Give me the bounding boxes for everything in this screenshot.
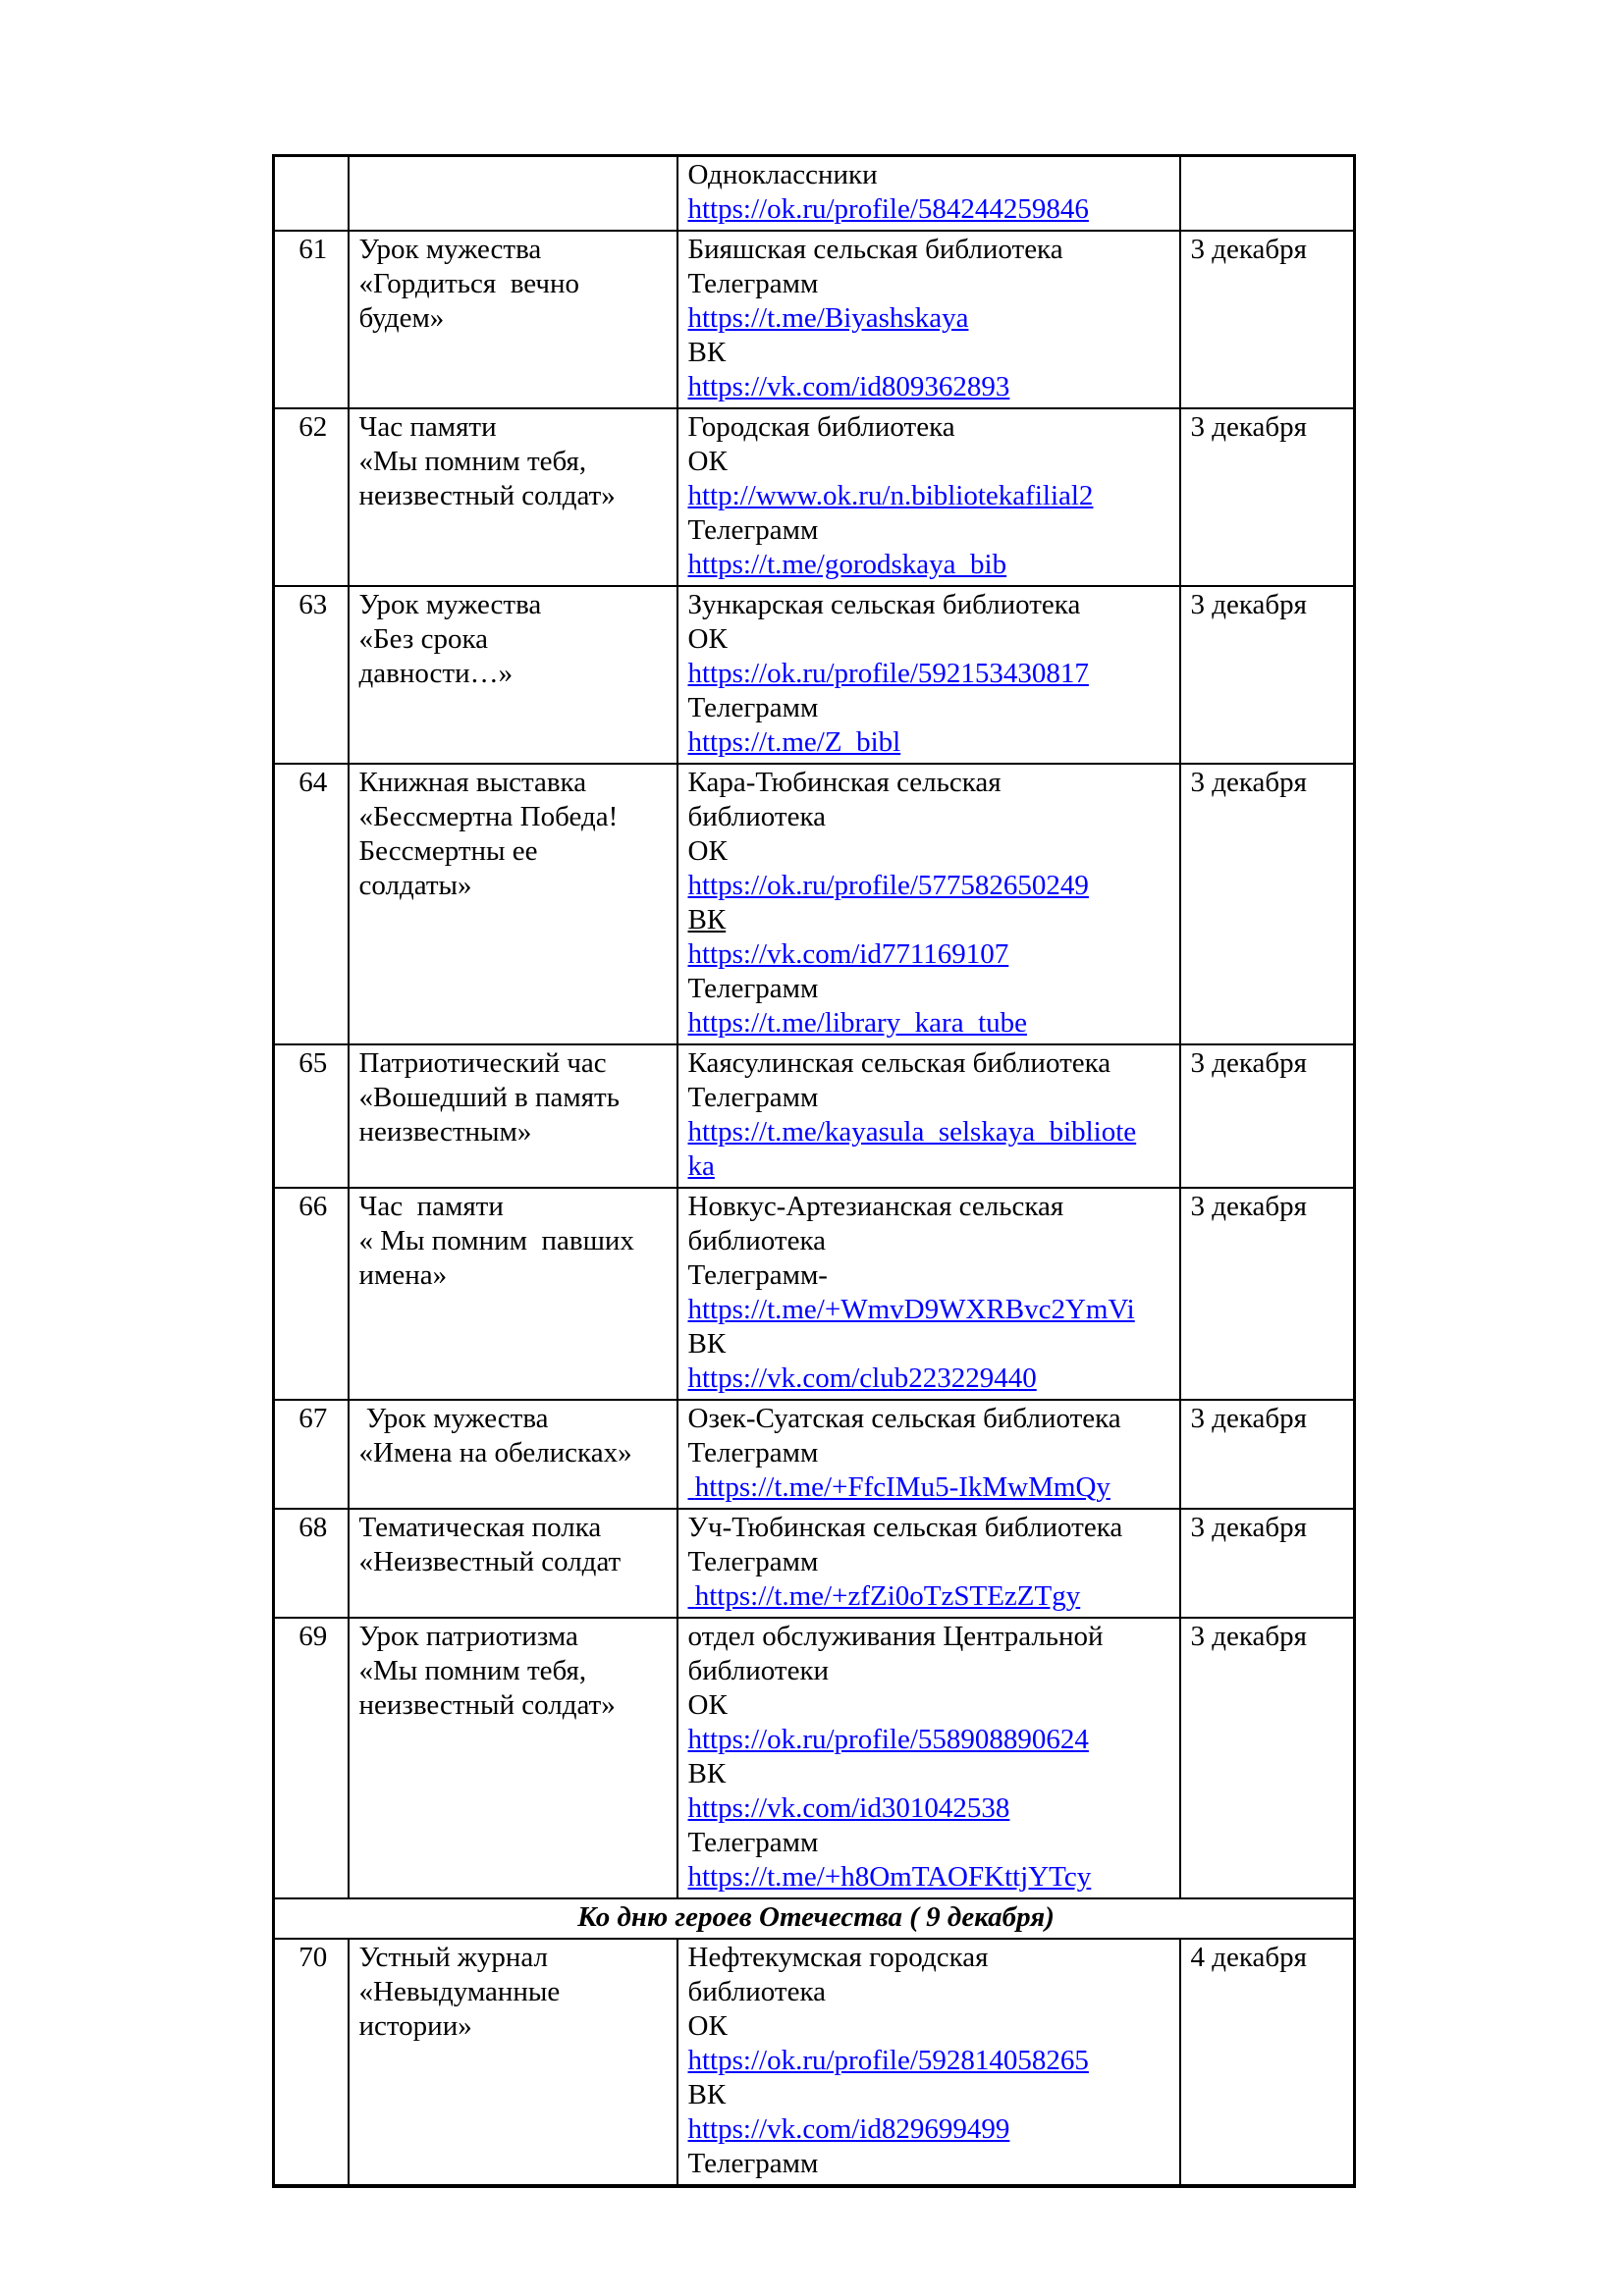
event-title-line: «Мы помним тебя, [358,1655,587,1686]
library-link[interactable]: https://t.me/+WmvD9WXRBvc2YmVi [687,1294,1135,1325]
date-cell: 3 декабря [1180,231,1355,408]
library-links-cell [677,156,1180,232]
event-title-line: Урок патриотизма [358,1621,578,1652]
event-title-line: «Имена на обелисках» [358,1437,632,1468]
library-link[interactable]: https://ok.ru/profile/584244259846 [687,193,1089,225]
library-link[interactable]: https://ok.ru/profile/592814058265 [687,2045,1089,2076]
library-text: библиотека [687,1225,826,1256]
link-line [688,192,1173,227]
library-text: Озек-Суатская сельская библиотека [687,1403,1121,1434]
row-number-cell: 69 [274,1618,349,1898]
row-number-cell: 61 [274,231,349,408]
library-text-line [688,1436,1173,1470]
library-text: Зункарская сельская библиотека [687,589,1081,620]
library-link[interactable]: https://vk.com/id829699499 [687,2113,1010,2145]
event-title-line: «Гордиться вечно [358,268,579,299]
library-text: библиотека [687,801,826,832]
library-text: ВК [687,1328,727,1360]
link-line [688,1470,1173,1505]
library-text-line [688,1688,1173,1723]
library-text: ВК [687,904,727,935]
library-text: Телеграмм [687,973,819,1004]
events-table-body [274,156,1355,2187]
date-cell: 3 декабря [1180,408,1355,586]
date-cell: 4 декабря [1180,1939,1355,2186]
link-line [688,657,1173,691]
library-link[interactable]: https://vk.com/id301042538 [687,1792,1010,1824]
event-title-cell [349,1188,677,1400]
library-text: Бияшская сельская библиотека [687,234,1063,265]
row-number-cell: 62 [274,408,349,586]
event-title-line: Урок мужества [358,589,542,620]
library-text: Телеграмм [687,514,819,546]
library-links-cell [677,1044,1180,1188]
library-text-line [688,1190,1173,1224]
section-header: Ко дню героев Отечества ( 9 декабря) [274,1898,1355,1939]
event-title-line: Час памяти [358,411,497,443]
event-title-line: истории» [358,2010,472,2042]
table-row [274,1044,1355,1188]
library-text: Кара-Тюбинская сельская [687,767,1001,798]
library-text-line [688,1757,1173,1791]
library-text: ОК [687,1689,728,1721]
library-link[interactable]: https://t.me/gorodskaya_bib [687,549,1007,580]
library-text: ВК [687,2079,727,2110]
table-row [274,586,1355,764]
event-title-line: Урок мужества [358,234,542,265]
library-text-line [688,1081,1173,1115]
library-text: Телеграмм [687,1546,819,1577]
link-line [688,1293,1173,1327]
library-text: ОК [687,835,728,867]
link-line [688,1579,1173,1614]
table-row [274,1188,1355,1400]
library-link[interactable]: https://t.me/+h8OmTAOFKttjYTcy [687,1861,1092,1893]
event-title-cell [349,156,677,232]
library-text-line [688,1545,1173,1579]
date-cell [1180,156,1355,232]
row-number-cell: 65 [274,1044,349,1188]
event-title-line: Час памяти [358,1191,504,1222]
link-line [688,1723,1173,1757]
library-text: Городская библиотека [687,411,955,443]
link-line [688,869,1173,903]
library-text-line [688,1941,1173,1975]
library-text-line [688,445,1173,479]
library-text-line [688,1654,1173,1688]
library-text-line [688,766,1173,800]
library-text-line [688,2078,1173,2112]
link-line [688,1149,1173,1184]
event-title-line: неизвестным» [358,1116,532,1148]
link-line [688,1006,1173,1041]
library-text: отдел обслуживания Центральной [687,1621,1104,1652]
link-line [688,1860,1173,1895]
event-title-line: «Без срока [358,623,488,655]
library-link[interactable]: https://t.me/Biyashskaya [687,302,969,334]
library-link[interactable]: https://ok.ru/profile/558908890624 [687,1724,1089,1755]
link-line [688,1115,1173,1149]
library-link[interactable]: https://t.me/Z_bibl [687,726,901,758]
link-line [688,1791,1173,1826]
library-text-line [688,1046,1173,1081]
link-line [688,725,1173,760]
library-text: Телеграмм [687,1082,819,1113]
library-text-line [688,972,1173,1006]
library-text: Телеграмм [687,1827,819,1858]
event-title-line: неизвестный солдат» [358,1689,616,1721]
library-text-line [688,1224,1173,1258]
event-title-line: «Вошедший в память [358,1082,620,1113]
date-cell: 3 декабря [1180,764,1355,1044]
library-text: ОК [687,623,728,655]
library-links-cell [677,231,1180,408]
event-title-line: Тематическая полка [358,1512,602,1543]
library-text-line [688,1402,1173,1436]
library-text: ВК [687,1758,727,1789]
event-title-cell [349,1044,677,1188]
library-text-line [688,1975,1173,2009]
library-link[interactable]: https://ok.ru/profile/577582650249 [687,870,1089,901]
library-text: Новкус-Артезианская сельская [687,1191,1064,1222]
library-text: Телеграмм [687,1437,819,1468]
link-line [688,370,1173,404]
event-title-cell [349,1400,677,1509]
event-title-line: Бессмертны ее [358,835,538,867]
row-number-cell: 70 [274,1939,349,2186]
library-text: библиотеки [687,1655,830,1686]
event-title-line: Патриотический час [358,1047,607,1079]
library-text-line [688,622,1173,657]
date-cell: 3 декабря [1180,1188,1355,1400]
library-text-line [688,2009,1173,2044]
event-title-cell [349,1509,677,1618]
library-text-line [688,410,1173,445]
event-title-cell [349,408,677,586]
event-title-line: «Мы помним тебя, [358,446,587,477]
library-text-line [688,800,1173,834]
row-number-cell [274,156,349,232]
library-text-line [688,903,1173,937]
library-link[interactable]: http://www.ok.ru/n.bibliotekafilial2 [687,480,1094,511]
library-text-line [688,834,1173,869]
library-link[interactable]: https://t.me/+zfZi0oTzSTEzZTgy [687,1580,1081,1612]
table-row [274,156,1355,232]
row-number-cell: 67 [274,1400,349,1509]
library-text-line [688,2147,1173,2181]
library-text-line [688,1620,1173,1654]
library-text: Телеграмм- [687,1259,828,1291]
library-text-line [688,691,1173,725]
link-line [688,301,1173,336]
event-title-line: Урок мужества [358,1403,549,1434]
library-text: Телеграмм [687,268,819,299]
table-row [274,1618,1355,1898]
event-title-line: будем» [358,302,445,334]
library-links-cell [677,1188,1180,1400]
library-text-line [688,513,1173,548]
library-text: Каясулинская сельская библиотека [687,1047,1111,1079]
library-text-line [688,1258,1173,1293]
link-line [688,1362,1173,1396]
library-text-line [688,1511,1173,1545]
event-title-line: «Невыдуманные [358,1976,561,2007]
link-line [688,548,1173,582]
event-title-cell [349,764,677,1044]
link-line [688,479,1173,513]
library-text: Уч-Тюбинская сельская библиотека [687,1512,1123,1543]
library-link[interactable]: ka [687,1150,715,1182]
library-text-line [688,1826,1173,1860]
row-number-cell: 68 [274,1509,349,1618]
library-text-line [688,336,1173,370]
library-text-line [688,1327,1173,1362]
link-line [688,2044,1173,2078]
date-cell: 3 декабря [1180,1400,1355,1509]
library-links-cell [677,408,1180,586]
library-text-line [688,158,1173,192]
library-text-line [688,233,1173,267]
event-title-line: «Бессмертна Победа! [358,801,619,832]
library-links-cell [677,1400,1180,1509]
library-text: библиотека [687,1976,826,2007]
library-text: ОК [687,2010,728,2042]
row-number-cell: 66 [274,1188,349,1400]
library-text-line [688,267,1173,301]
date-cell: 3 декабря [1180,1509,1355,1618]
library-links-cell [677,1939,1180,2186]
library-link[interactable]: https://vk.com/club223229440 [687,1362,1037,1394]
event-title-line: « Мы помним павших [358,1225,634,1256]
event-title-line: неизвестный солдат» [358,480,616,511]
library-text: Нефтекумская городская [687,1942,989,1973]
library-links-cell [677,586,1180,764]
library-text: Одноклассники [687,159,878,190]
row-number-cell: 64 [274,764,349,1044]
library-link[interactable]: https://ok.ru/profile/592153430817 [687,658,1089,689]
events-table [272,154,1356,2188]
library-text-line [688,588,1173,622]
row-number-cell: 63 [274,586,349,764]
library-link[interactable]: https://t.me/library_kara_tube [687,1007,1027,1039]
library-link[interactable]: https://t.me/+FfcIMu5-IkMwMmQy [687,1471,1110,1503]
library-link[interactable]: https://vk.com/id809362893 [687,371,1010,402]
table-row [274,231,1355,408]
library-text: ВК [687,337,727,368]
table-row [274,1509,1355,1618]
event-title-line: давности…» [358,658,514,689]
event-title-cell [349,231,677,408]
event-title-line: Книжная выставка [358,767,587,798]
table-row [274,764,1355,1044]
library-links-cell [677,1618,1180,1898]
date-cell: 3 декабря [1180,1044,1355,1188]
event-title-line: Устный журнал [358,1942,549,1973]
link-line [688,937,1173,972]
date-cell: 3 декабря [1180,586,1355,764]
event-title-cell [349,1618,677,1898]
table-row [274,1939,1355,2186]
event-title-line: «Неизвестный солдат [358,1546,622,1577]
date-cell: 3 декабря [1180,1618,1355,1898]
event-title-cell [349,586,677,764]
library-text: Телеграмм [687,692,819,723]
event-title-cell [349,1939,677,2186]
library-text: ОК [687,446,728,477]
table-row [274,1400,1355,1509]
event-title-line: имена» [358,1259,448,1291]
library-link[interactable]: https://vk.com/id771169107 [687,938,1009,970]
event-title-line: солдаты» [358,870,472,901]
library-link[interactable]: https://t.me/kayasula_selskaya_bibliote [687,1116,1137,1148]
table-row [274,408,1355,586]
section-header-row [274,1898,1355,1939]
link-line [688,2112,1173,2147]
library-links-cell [677,764,1180,1044]
library-text: Телеграмм [687,2148,819,2179]
library-links-cell [677,1509,1180,1618]
